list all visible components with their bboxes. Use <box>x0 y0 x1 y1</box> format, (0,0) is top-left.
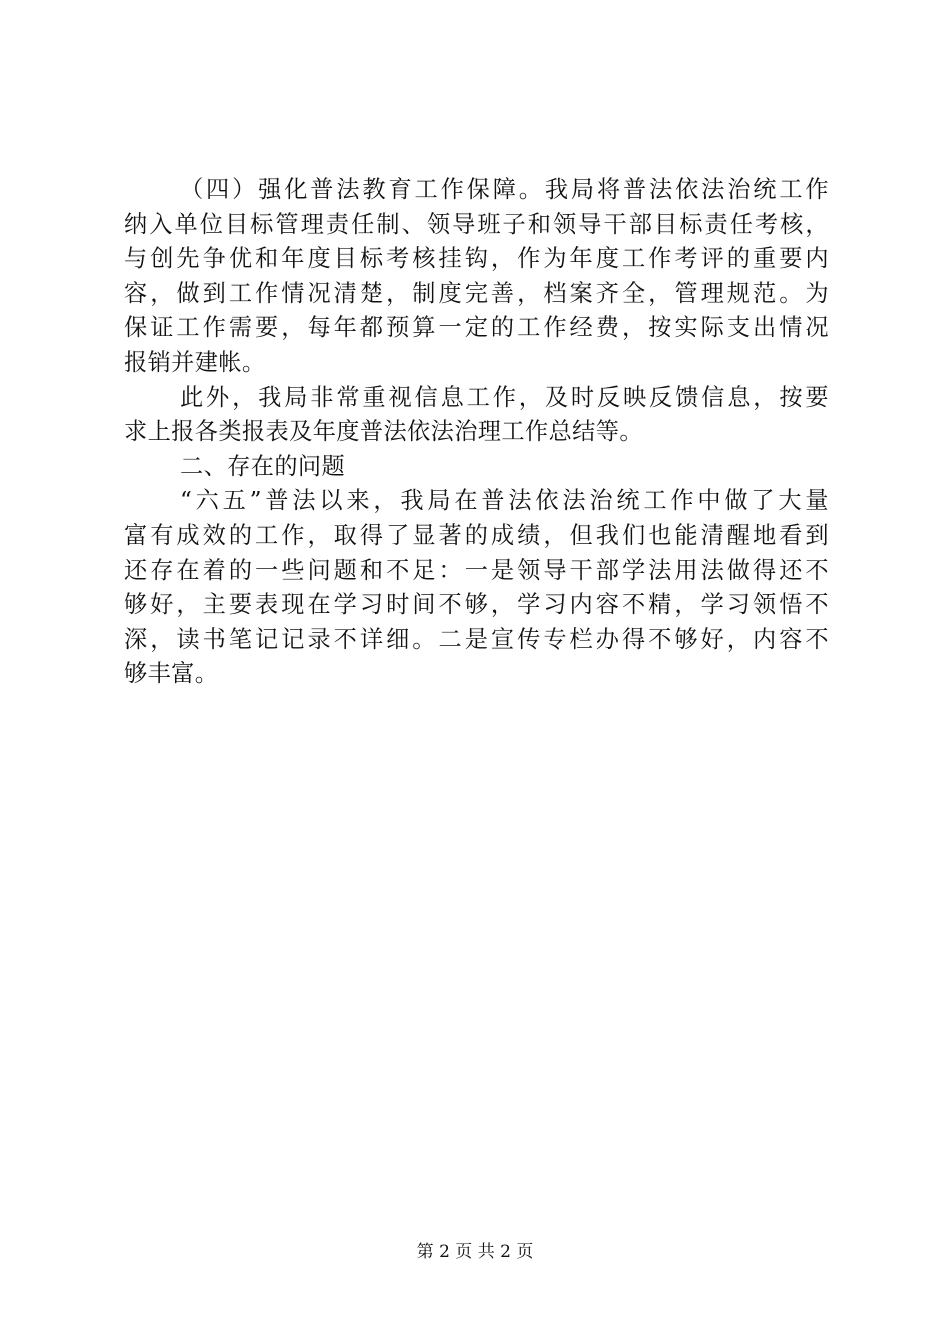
page-footer <box>0 1241 950 1263</box>
paragraph-line: 纳入单位目标管理责任制、领导班子和领导干部目标责任考核， <box>124 210 829 238</box>
section-heading: 二、存在的问题 <box>180 452 346 480</box>
paragraph-line: 富有成效的工作，取得了显著的成绩，但我们也能清醒地看到 <box>124 521 829 549</box>
paragraph-line: 还存在着的一些问题和不足：一是领导干部学法用法做得还不 <box>124 556 829 584</box>
page-number-label: 第 2 页 共 2 页 <box>416 1242 534 1262</box>
paragraph-line: 此外，我局非常重视信息工作，及时反映反馈信息，按要 <box>180 383 829 411</box>
paragraph-line: 报销并建帐。 <box>124 348 266 376</box>
section-heading-problems <box>124 450 829 485</box>
paragraph-line: 求上报各类报表及年度普法依法治理工作总结等。 <box>124 418 643 446</box>
document-body <box>124 173 829 692</box>
paragraph-information-work <box>124 381 829 450</box>
paragraph-line: 容，做到工作情况清楚，制度完善，档案齐全，管理规范。为 <box>124 279 829 307</box>
paragraph-problems <box>124 484 829 692</box>
paragraph-line: 够丰富。 <box>124 660 219 688</box>
paragraph-line: “六五”普法以来，我局在普法依法治统工作中做了大量 <box>180 487 829 515</box>
paragraph-work-guarantee <box>124 173 829 381</box>
paragraph-line: 与创先争优和年度目标考核挂钩，作为年度工作考评的重要内 <box>124 245 829 273</box>
paragraph-line: 够好，主要表现在学习时间不够，学习内容不精，学习领悟不 <box>124 591 829 619</box>
paragraph-line: （四）强化普法教育工作保障。我局将普法依法治统工作 <box>180 176 829 203</box>
paragraph-line: 保证工作需要，每年都预算一定的工作经费，按实际支出情况 <box>124 314 829 342</box>
paragraph-line: 深，读书笔记记录不详细。二是宣传专栏办得不够好，内容不 <box>124 625 829 653</box>
